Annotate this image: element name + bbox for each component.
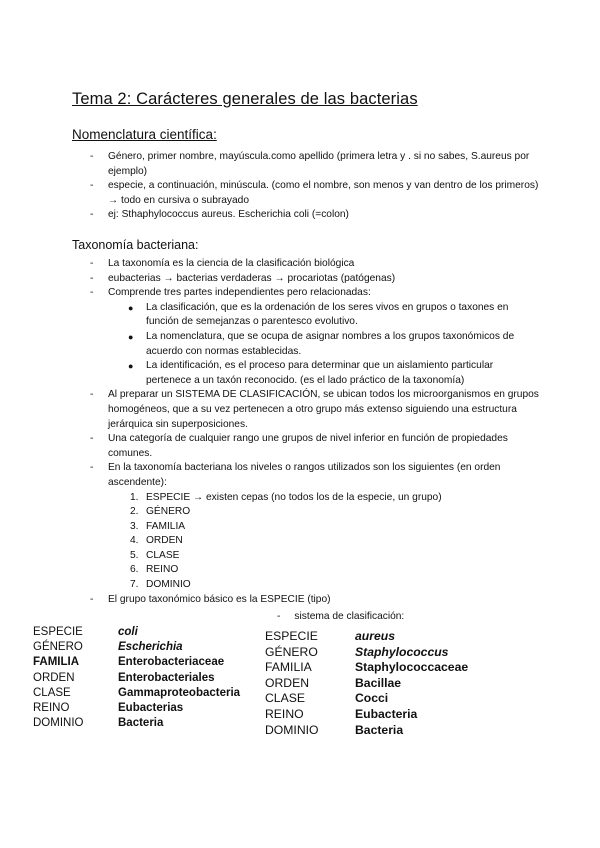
list-item: 6. REINO — [130, 564, 179, 576]
table-row: FAMILIA Staphylococcaceae — [265, 660, 469, 675]
parts-list — [108, 301, 540, 389]
list-item: 4. ORDEN — [130, 535, 183, 547]
list-item: - Género, primer nombre, mayúscula.como apellido (primera letra y . si no sabes, S.aureus por ejemplo) — [90, 151, 530, 177]
list-item: - ej: Sthaphylococcus aureus. Escherichia coli (=colon) — [90, 209, 349, 221]
list-item: ● La nomenclatura, que se ocupa de asignar nombres a los grupos taxonómicos de acuerdo con normas establecidas. — [128, 330, 515, 357]
ranks-list — [108, 491, 540, 593]
taxonomia-heading: Taxonomía bacteriana: — [72, 238, 199, 252]
table-row: DOMINIO Bacteria — [33, 717, 164, 730]
table-row: REINO Eubacteria — [265, 706, 418, 721]
taxonomy-table-saureus — [265, 629, 468, 738]
list-item: - Comprende tres partes independientes pero relacionadas: ● La clasificación, que es la ordenación de los seres vivos en grupos o taxones en función de semejanzas o parentesco evolutivo. ● La nomenclatura, que se ocupa de asignar nombres a los grupos taxonómicos de acuerdo con normas establecidas. ● La identificación, es el proceso para determinar que un aislamiento particular pertenece a un taxón reconocido. (es el lado práctico de la taxonomía) — [90, 286, 540, 388]
taxonomia-list — [90, 257, 540, 607]
table-row: CLASE Gammaproteobacteria — [33, 686, 241, 699]
table-row: GÉNERO Staphylococcus — [265, 644, 449, 659]
list-item: - especie, a continuación, minúscula. (como el nombre, son menos y van dentro de los primeros) → todo en cursiva o subrayado — [90, 180, 539, 206]
list-item: 5. CLASE — [130, 549, 180, 561]
list-item: - Una categoría de cualquier rango une grupos de nivel inferior en función de propiedades comunes. — [90, 433, 508, 459]
list-item: 7. DOMINIO — [130, 579, 191, 591]
page-title: Tema 2: Carácteres generales de las bacterias — [72, 90, 418, 108]
table-row: CLASE Cocci — [265, 691, 389, 706]
list-item: 2. GÉNERO — [130, 506, 191, 518]
list-item: ● La clasificación, que es la ordenación de los seres vivos en grupos o taxones en función de semejanzas o parentesco evolutivo. — [128, 301, 509, 328]
nomenclatura-heading: Nomenclatura científica: — [72, 127, 217, 142]
table-row: ORDEN Bacillae — [265, 675, 402, 690]
list-item: ● La identificación, es el proceso para determinar que un aislamiento particular pertenece a un taxón reconocido. (es el lado práctico de la taxonomía) — [128, 360, 494, 386]
list-item: - eubacterias → bacterias verdaderas → procariotas (patógenas) — [90, 272, 396, 284]
sistema-label: - sistema de clasificación: — [277, 611, 405, 622]
table-row: GÉNERO Escherichia — [33, 641, 183, 654]
list-item: - Al preparar un SISTEMA DE CLASIFICACIÓN, se ubican todos los microorganismos en grupos homogéneos, que a su vez pertenecen a otro grupo más extenso siguiendo una estructura jerárquica sin superposiciones. — [90, 389, 539, 430]
list-item: - El grupo taxonómico básico es la ESPECIE (tipo) — [90, 593, 331, 605]
table-row: REINO Eubacterias — [33, 702, 184, 715]
table-row: ESPECIE coli — [33, 626, 138, 638]
list-item: - La taxonomía es la ciencia de la clasificación biológica — [90, 258, 355, 269]
table-row: DOMINIO Bacteria — [265, 722, 404, 737]
table-row: ORDEN Enterobacteriales — [33, 671, 215, 684]
list-item: 3. FAMILIA — [130, 520, 186, 532]
taxonomy-table-ecoli — [33, 625, 240, 731]
nomenclatura-list — [90, 150, 540, 223]
list-item: 1. ESPECIE → existen cepas (no todos los de la especie, un grupo) — [130, 491, 442, 503]
table-row: FAMILIA Enterobacteriaceae — [33, 656, 225, 669]
table-row: ESPECIE aureus — [265, 629, 395, 643]
list-item: - En la taxonomía bacteriana los niveles o rangos utilizados son los siguientes (en orden ascendente): 1. ESPECIE → existen cepas (no todos los de la especie, un grupo) 2. GÉNERO 3. FAMILIA 4. ORDEN 5. CLASE 6. REINO 7. DOMINIO — [90, 461, 540, 592]
